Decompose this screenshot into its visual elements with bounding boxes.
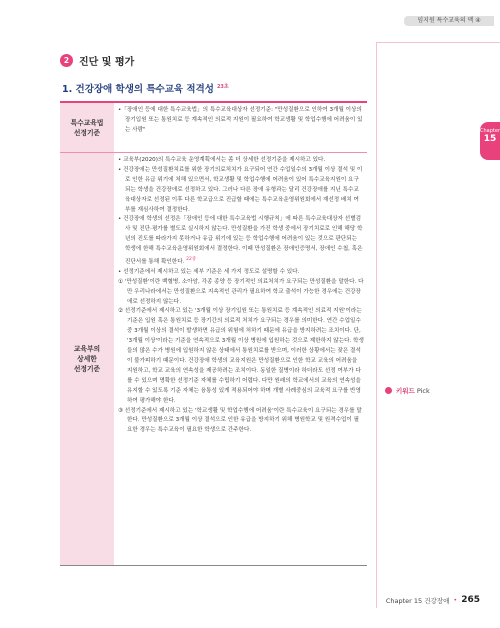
content-paragraph: ① '만성질환'이란 백혈병, 소아암, 각종 종양 등 장기적인 의료처치가 요구되는 만성질환을 말한다. 다만 우리나라에서는 만성질환으로 지속적인 관리가 필요하여 학교 출석이 가능한 경우에는 건강장애로 선정하지 않는다. <box>118 278 364 305</box>
content-paragraph: •「장애인 등에 대한 특수교육법」의 특수교육대상자 선정기준: "만성질환으로 인하여 3개월 이상의 장기입원 또는 통원치료 등 계속적인 의료적 지원이 필요하여 학교생활 및 학업수행에 어려움이 있는 사람" <box>118 107 363 133</box>
chapter-tab <box>480 122 500 160</box>
row-label-text: 교육부의 상세한 선정기준 <box>73 345 101 373</box>
row-label-text: 특수교육법 선정기준 <box>70 118 104 137</box>
content-paragraph <box>118 215 364 267</box>
content-paragraph: • 건강장애는 만성질환치료를 위한 장기의료처치가 요구되어 연간 수업일수의 3개월 이상 결석 및 이로 인한 유급 위기에 처해 있으면서, 학교생활 및 학업수행에 어려움이 있어 특수교육지원이 요구되는 학생을 건강장애로 선정하고 있다. 그러나 다른 장애 유형과는 달리 건강장애를 지닌 특수교육대상자로 선정된 이후 다른 학교급으로 진급할 때에는 특수교육운영위원회에서 재선정 배치 여부를 재심사하여 결정한다. <box>118 166 363 213</box>
row-content-law <box>118 106 364 136</box>
keyword-suffix: Pick <box>416 386 430 395</box>
page-footer <box>386 595 480 605</box>
table-bottom-rule <box>60 565 367 566</box>
content-paragraph: • 선정기준에서 제시하고 있는 세부 기준은 세 가지 정도로 설명할 수 있다. <box>118 268 300 275</box>
sidebar-divider <box>377 42 500 43</box>
section-heading: 진단 및 평가 <box>79 57 135 68</box>
exam-mark: 23초 <box>216 83 229 90</box>
content-paragraph: ② 선정기준에서 제시하고 있는 '3개월 이상 장기입원 또는 통원치료 등 계속적인 의료적 지원'이라는 기준은 입원 혹은 통원치료 등 장기간의 의료적 처치가 요구되는 경우를 의미한다. 연간 수업일수 중 3개월 이상의 결석이 발생하면 유급의 위험에 처하기 때문에 유급을 방지하려는 조치이다. 단, '3개월 이상'이라는 기준을 연속적으로 3개월 이상 병원에 입원하는 것으로 제한하지 않는다. 학생들의 많은 수가 병원에 입원하지 않은 상태에서 통원치료를 받으며, 이러한 상황에서는 잦은 결석이 불가피하기 때문이다. 건강장애 학생의 교육지원은 만성질환으로 인한 학교 교육의 어려움을 지원하고, 학교 교육의 연속성을 제공하려는 조치이다. 동일한 질병이라 하더라도 선정 여부가 다를 수 있으며 명확한 선정기준 자체를 수립하기 어렵다. 다만 원래의 학교에서의 교육의 연속성을 유지할 수 있도록 기준 자체는 융통성 있게 적용되어야 하며 개별 사례중심의 교육적 요구를 반영하여 평가해야 한다. <box>118 308 364 404</box>
sidebar-divider <box>376 42 377 608</box>
keyword-icon <box>385 387 392 394</box>
content-paragraph: • 교육부(2020)의 특수교육 운영계획에서는 좀 더 상세한 선정기준을 제시하고 있다. <box>118 157 326 163</box>
exam-mark: 22중 <box>186 257 197 263</box>
page-number: 265 <box>461 595 480 605</box>
row-content-ministry <box>118 156 364 436</box>
keyword-pick <box>385 386 430 395</box>
row-label-law <box>60 103 114 152</box>
footer-separator: • <box>453 596 458 604</box>
subsection-title <box>62 81 229 95</box>
header-tab: 임지원 특수교육의 맥 ④ <box>404 16 494 26</box>
keyword-label: 키워드 <box>396 387 415 395</box>
paragraph-text: • 건강장애 학생의 선정은「장애인 등에 대한 특수교육법 시행규칙」에 따른 특수교육대상자 선별검사 및 진단·평가를 별도로 실시하지 않는다. 만성질환을 가진 학생 중에서 장기치료로 인해 해당 학년의 진도를 따라가지 못하거나 유급 위기에 있는 등 학업수행에 어려움이 있는 것으로 판단되는 학생에 한해 특수교육운영위원회에서 결정한다. 이때 만성질환은 장애인증명서, 장애인 수첩, 혹은 진단서를 통해 확인한다. <box>118 216 363 265</box>
section-number: 2 <box>60 54 73 67</box>
footer-chapter: Chapter 15 건강장애 <box>385 596 450 605</box>
row-label-ministry <box>60 153 114 565</box>
content-paragraph: ③ 선정기준에서 제시하고 있는 '학교생활 및 학업수행에 어려움'이란 특수교육이 요구되는 경우를 말한다. 만성질환으로 3개월 이상 결석으로 인한 유급을 방지하기 위해 병원학교 및 원격수업이 필요한 경우는 특수교육이 필요한 학생으로 간주한다. <box>118 407 362 434</box>
subsection-heading: 1. 건강장애 학생의 특수교육 적격성 <box>62 84 214 95</box>
chapter-label: Chapter <box>480 128 500 134</box>
chapter-number: 15 <box>483 134 497 144</box>
section-title <box>60 53 134 68</box>
